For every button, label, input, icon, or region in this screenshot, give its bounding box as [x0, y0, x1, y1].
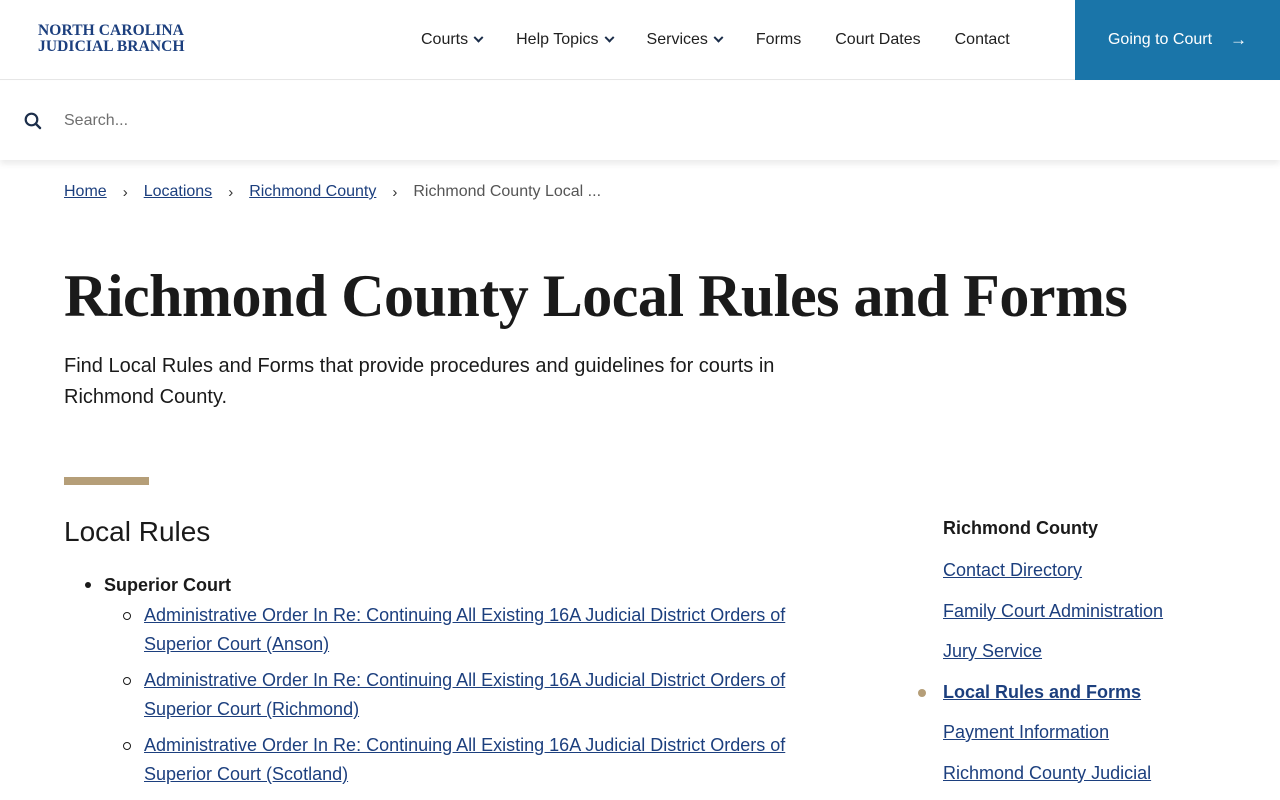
search-icon[interactable] [24, 112, 42, 130]
rule-link[interactable]: Administrative Order In Re: Continuing All Existing 16A Judicial District Orders of Superior Court (Scotland) [144, 735, 786, 784]
search-input[interactable] [64, 107, 1244, 135]
chevron-down-icon [474, 32, 484, 42]
breadcrumb-separator-icon: › [122, 183, 128, 201]
local-rules-heading: Local Rules [64, 516, 211, 547]
chevron-down-icon [713, 32, 723, 42]
nav-label: Contact [954, 31, 1010, 48]
court-group [84, 572, 804, 789]
cta-label: Going to Court [1107, 31, 1213, 48]
local-rules-list [84, 572, 804, 796]
nav-label: Services [646, 31, 708, 48]
nav-label: Courts [421, 31, 469, 48]
rule-link[interactable]: Administrative Order In Re: Continuing All Existing 16A Judicial District Orders of Superior Court (Richmond) [144, 670, 786, 719]
sidebar-item-family-court-administration [943, 598, 1243, 624]
sidebar-item-jury-service [943, 638, 1243, 664]
breadcrumb-current: Richmond County Local ... [413, 183, 602, 200]
search-bar [0, 81, 1280, 160]
breadcrumb-locations[interactable]: Locations [143, 183, 213, 200]
list-item [144, 601, 804, 659]
sidebar-item-contact-directory [943, 557, 1243, 583]
sidebar-link[interactable]: Contact Directory [943, 560, 1083, 580]
breadcrumb-richmond-county[interactable]: Richmond County [249, 183, 377, 200]
nav-courts[interactable] [404, 0, 499, 80]
nav-services[interactable] [630, 0, 739, 80]
section-accent-bar [64, 477, 149, 485]
arrow-right-icon: → [1230, 30, 1248, 49]
logo-line-1: NORTH CAROLINA [38, 22, 184, 39]
breadcrumb-separator-icon: › [228, 183, 234, 201]
sidebar-link[interactable]: Family Court Administration [943, 600, 1164, 621]
breadcrumb [64, 183, 601, 201]
page-title: Richmond County Local Rules and Forms [64, 263, 1128, 329]
breadcrumb-home[interactable]: Home [64, 183, 107, 200]
sidebar-item-payment-information [943, 719, 1243, 745]
sidebar-title: Richmond County [943, 518, 1098, 538]
sidebar-link[interactable]: Jury Service [943, 641, 1043, 661]
sidebar-link[interactable]: Payment Information [943, 722, 1110, 742]
nav-label: Forms [755, 31, 802, 48]
logo-line-2: JUDICIAL BRANCH [38, 38, 185, 55]
nav-court-dates[interactable] [818, 0, 937, 80]
nav-forms[interactable] [739, 0, 818, 80]
main-nav [404, 0, 1027, 80]
going-to-court-button[interactable] [1075, 0, 1280, 80]
nav-contact[interactable] [938, 0, 1027, 80]
page-intro: Find Local Rules and Forms that provide procedures and guidelines for courts in Richmond County. [64, 355, 775, 408]
list-item [144, 731, 804, 789]
section-sidebar [943, 515, 1243, 800]
court-group-label: Superior Court [104, 575, 232, 595]
sidebar-link[interactable]: Richmond County Judicial [943, 762, 1152, 783]
breadcrumb-separator-icon: › [392, 183, 398, 201]
sidebar-item-richmond-county-judicial [943, 760, 1243, 786]
list-item [144, 666, 804, 724]
rule-link[interactable]: Administrative Order In Re: Continuing All Existing 16A Judicial District Orders of Superior Court (Anson) [144, 605, 786, 654]
site-logo[interactable] [38, 23, 185, 55]
nav-help-topics[interactable] [499, 0, 629, 80]
site-header [0, 0, 1280, 80]
nav-label: Help Topics [516, 31, 599, 48]
chevron-down-icon [604, 32, 614, 42]
sidebar-link-active[interactable]: Local Rules and Forms [943, 681, 1142, 702]
sidebar-item-local-rules-and-forms [943, 679, 1243, 705]
nav-label: Court Dates [835, 31, 921, 48]
